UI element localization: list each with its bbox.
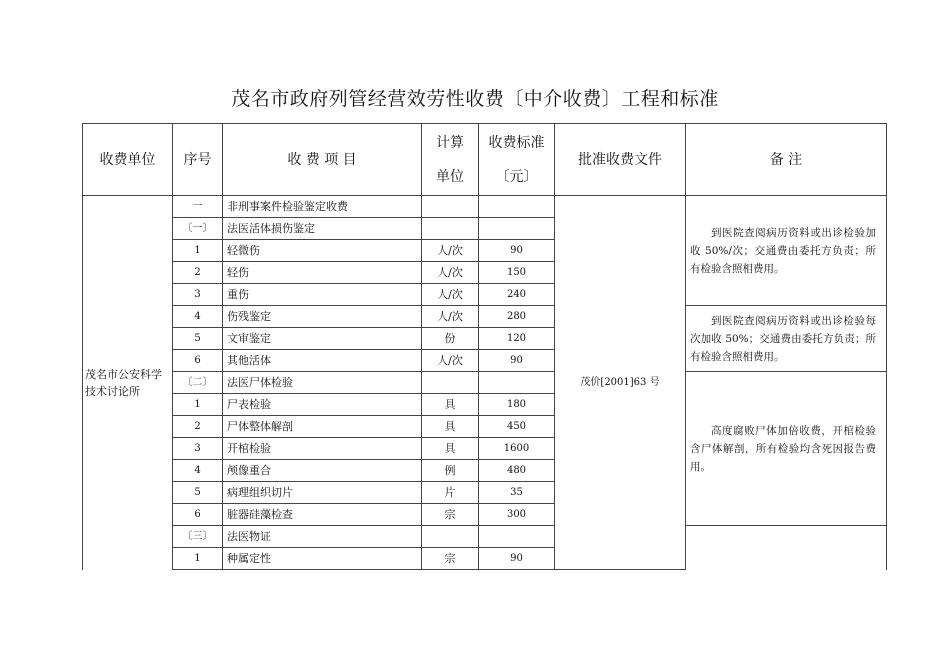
header-doc: 批准收费文件 xyxy=(555,124,686,196)
seq-cell: 2 xyxy=(173,416,223,438)
price-cell: 90 xyxy=(479,548,555,570)
header-note: 备 注 xyxy=(686,124,887,196)
item-cell: 重伤 xyxy=(223,284,422,306)
price-cell: 120 xyxy=(479,328,555,350)
price-cell xyxy=(479,218,555,240)
item-cell: 尸体整体解剖 xyxy=(223,416,422,438)
price-cell: 150 xyxy=(479,262,555,284)
unit-cell: 人/次 xyxy=(422,240,479,262)
unit-cell xyxy=(422,526,479,548)
item-cell: 尸表检验 xyxy=(223,394,422,416)
item-cell: 法医活体损伤鉴定 xyxy=(223,218,422,240)
price-cell: 480 xyxy=(479,460,555,482)
price-cell: 35 xyxy=(479,482,555,504)
item-cell: 轻微伤 xyxy=(223,240,422,262)
unit-cell: 宗 xyxy=(422,504,479,526)
header-row xyxy=(83,124,887,196)
unit-cell: 人/次 xyxy=(422,306,479,328)
unit-cell xyxy=(422,372,479,394)
seq-cell: 4 xyxy=(173,460,223,482)
item-cell: 开棺检验 xyxy=(223,438,422,460)
table-row xyxy=(83,196,887,218)
item-cell: 法医物证 xyxy=(223,526,422,548)
fee-table xyxy=(82,123,887,570)
unit-cell: 人/次 xyxy=(422,262,479,284)
unit-cell: 片 xyxy=(422,482,479,504)
unit-cell: 例 xyxy=(422,460,479,482)
price-cell xyxy=(479,526,555,548)
seq-cell: 〔三〕 xyxy=(173,526,223,548)
seq-cell: 1 xyxy=(173,240,223,262)
page-title: 茂名市政府列管经营效劳性收费〔中介收费〕工程和标准 xyxy=(231,88,719,110)
seq-cell: 一 xyxy=(173,196,223,218)
seq-cell: 〔一〕 xyxy=(173,218,223,240)
unit-cell xyxy=(422,218,479,240)
price-cell: 240 xyxy=(479,284,555,306)
org-cell: 茂名市公安科学技术讨论所 xyxy=(83,196,173,570)
price-cell: 300 xyxy=(479,504,555,526)
item-cell: 病理组织切片 xyxy=(223,482,422,504)
table-row xyxy=(83,526,887,548)
unit-cell: 具 xyxy=(422,438,479,460)
price-cell xyxy=(479,196,555,218)
seq-cell: 〔二〕 xyxy=(173,372,223,394)
price-cell: 450 xyxy=(479,416,555,438)
seq-cell: 6 xyxy=(173,350,223,372)
header-unit-line2: 单位 xyxy=(436,168,464,185)
seq-cell: 5 xyxy=(173,482,223,504)
header-item: 收 费 项 目 xyxy=(223,124,422,196)
price-cell: 90 xyxy=(479,350,555,372)
seq-cell: 1 xyxy=(173,394,223,416)
header-org: 收费单位 xyxy=(83,124,173,196)
item-cell: 其他活体 xyxy=(223,350,422,372)
item-cell: 伤残鉴定 xyxy=(223,306,422,328)
header-unit xyxy=(422,124,479,196)
item-cell: 法医尸体检验 xyxy=(223,372,422,394)
item-cell: 脏器硅藻检查 xyxy=(223,504,422,526)
note-cell-1: 到医院查阅病历资料或出诊检验加收 50%/次；交通费由委托方负责；所有检验含照相费用。 xyxy=(686,196,887,306)
unit-cell: 人/次 xyxy=(422,350,479,372)
price-cell: 280 xyxy=(479,306,555,328)
table-row xyxy=(83,372,887,394)
price-cell: 1600 xyxy=(479,438,555,460)
note-cell-2: 到医院查阅病历资料或出诊检验每次加收 50%；交通费由委托方负责；所有检验含照相费用。 xyxy=(686,306,887,372)
seq-cell: 1 xyxy=(173,548,223,570)
unit-cell: 人/次 xyxy=(422,284,479,306)
seq-cell: 5 xyxy=(173,328,223,350)
note-cell-blank xyxy=(686,526,887,570)
header-unit-line1: 计算 xyxy=(436,134,464,151)
header-price xyxy=(479,124,555,196)
header-price-line2: 〔元〕 xyxy=(495,168,538,185)
unit-cell: 具 xyxy=(422,394,479,416)
approval-doc-cell: 茂价[2001]63 号 xyxy=(555,196,686,570)
note-cell-3: 高度腐败尸体加倍收费，开棺检验含尸体解剖，所有检验均含死因报告费用。 xyxy=(686,372,887,526)
table-row xyxy=(83,306,887,328)
unit-cell xyxy=(422,196,479,218)
header-price-line1: 收费标准 xyxy=(488,134,545,151)
item-cell: 轻伤 xyxy=(223,262,422,284)
price-cell: 90 xyxy=(479,240,555,262)
seq-cell: 3 xyxy=(173,438,223,460)
item-cell: 文审鉴定 xyxy=(223,328,422,350)
seq-cell: 2 xyxy=(173,262,223,284)
seq-cell: 3 xyxy=(173,284,223,306)
unit-cell: 份 xyxy=(422,328,479,350)
price-cell xyxy=(479,372,555,394)
item-cell: 非刑事案件检验鉴定收费 xyxy=(223,196,422,218)
unit-cell: 宗 xyxy=(422,548,479,570)
price-cell: 180 xyxy=(479,394,555,416)
unit-cell: 具 xyxy=(422,416,479,438)
item-cell: 颅像重合 xyxy=(223,460,422,482)
seq-cell: 4 xyxy=(173,306,223,328)
seq-cell: 6 xyxy=(173,504,223,526)
item-cell: 种属定性 xyxy=(223,548,422,570)
header-seq: 序号 xyxy=(173,124,223,196)
